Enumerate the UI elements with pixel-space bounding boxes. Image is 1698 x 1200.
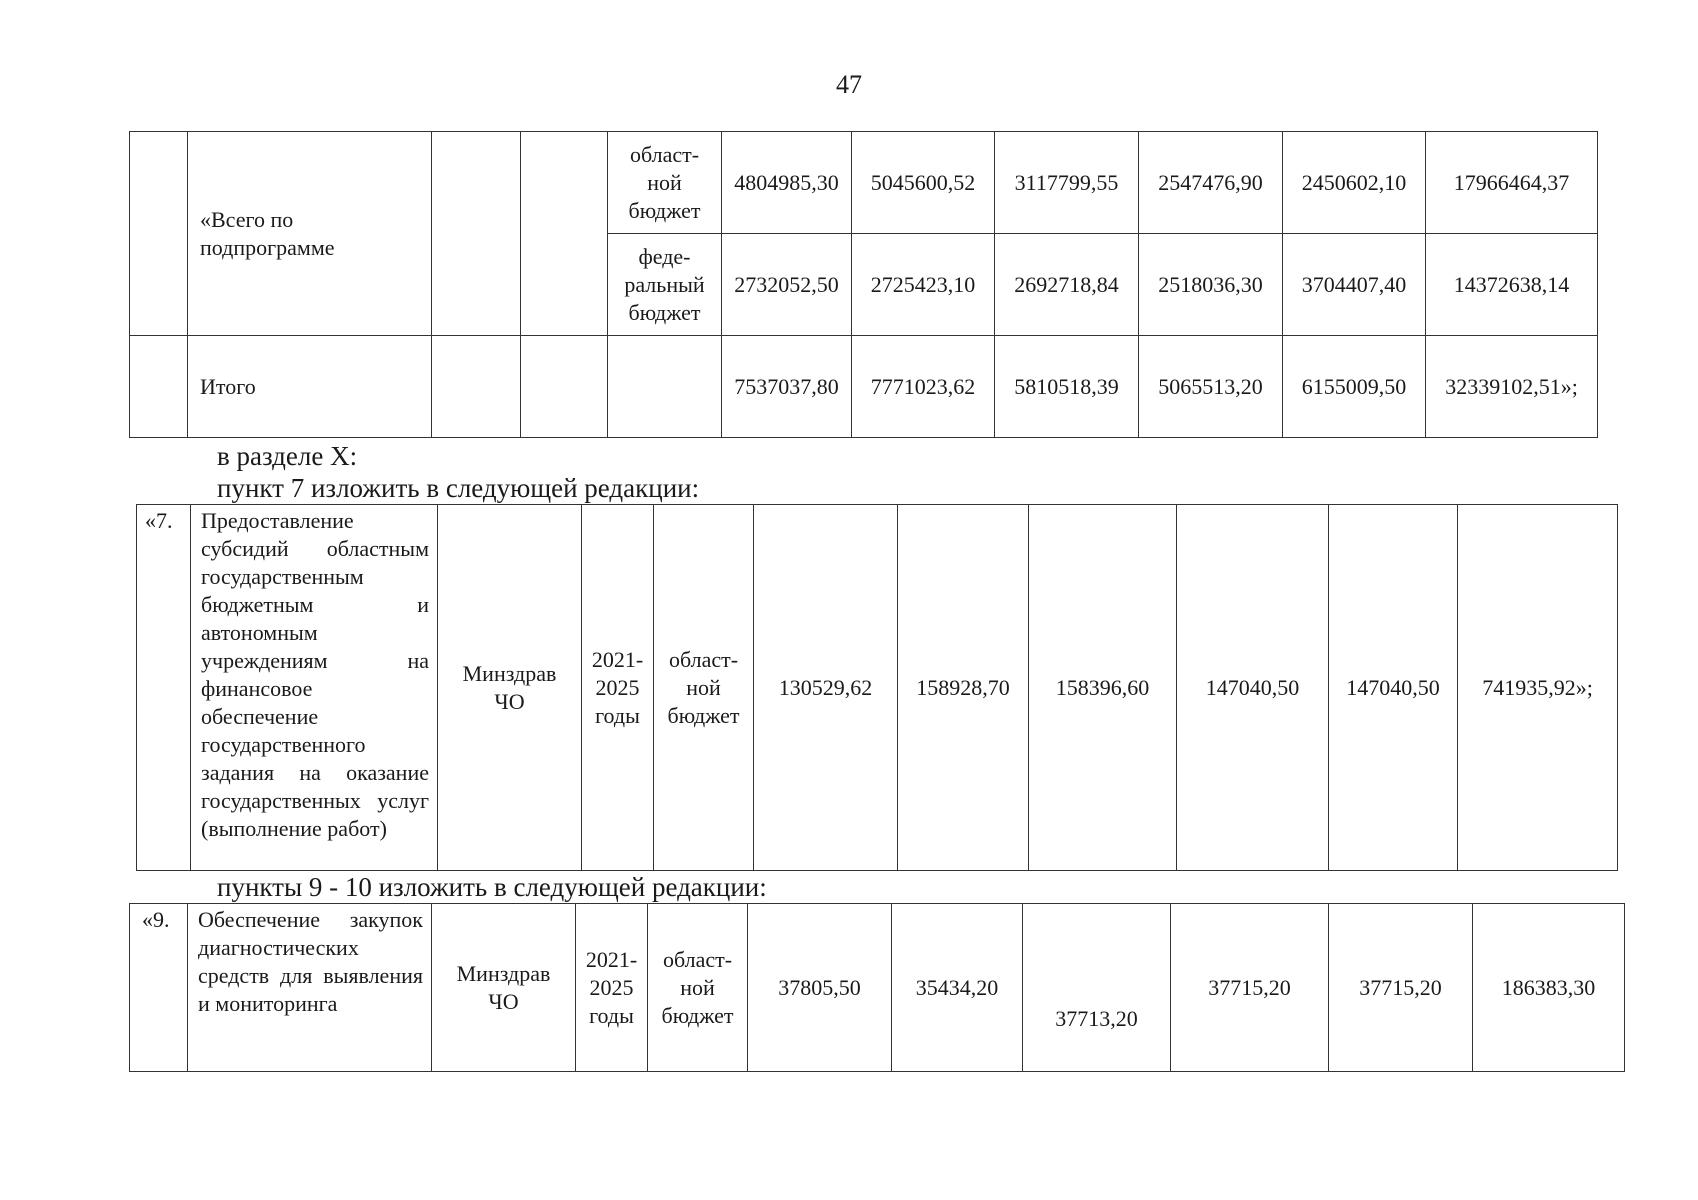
value-cell: 147040,50 <box>1329 505 1458 871</box>
section-note: в разделе X: <box>217 441 358 471</box>
value-cell: 147040,50 <box>1177 505 1329 871</box>
row-label-itogo: Итого <box>188 336 432 438</box>
value-cell: 3117799,55 <box>995 132 1139 234</box>
value-cell: 7537037,80 <box>722 336 852 438</box>
table-row <box>130 132 1598 234</box>
value-cell: 2692718,84 <box>995 234 1139 336</box>
value-cell: 37715,20 <box>1171 904 1329 1072</box>
value-cell: 4804985,30 <box>722 132 852 234</box>
value-cell: 2518036,30 <box>1139 234 1283 336</box>
value-cell: 741935,92»; <box>1458 505 1618 871</box>
value-cell: 158928,70 <box>898 505 1029 871</box>
value-cell: 14372638,14 <box>1426 234 1598 336</box>
value-cell: 2450602,10 <box>1283 132 1426 234</box>
value-cell: 5810518,39 <box>995 336 1139 438</box>
value-cell: 3704407,40 <box>1283 234 1426 336</box>
budget-source: феде- ральный бюджет <box>608 234 722 336</box>
table-row <box>130 904 1625 1072</box>
value-cell: 6155009,50 <box>1283 336 1426 438</box>
executor: Минздрав ЧО <box>432 904 576 1072</box>
executor: Минздрав ЧО <box>438 505 582 871</box>
budget-source: област- ной бюджет <box>648 904 748 1072</box>
item-7-table <box>136 504 1618 871</box>
value-cell: 158396,60 <box>1029 505 1177 871</box>
subprogram-totals-table <box>129 131 1598 438</box>
item-9-table <box>129 903 1625 1072</box>
value-cell: 32339102,51»; <box>1426 336 1598 438</box>
budget-source: област- ной бюджет <box>608 132 722 234</box>
value-cell: 2732052,50 <box>722 234 852 336</box>
value-cell: 2725423,10 <box>852 234 995 336</box>
instruction-note: пункты 9 - 10 изложить в следующей редакции: <box>217 872 767 902</box>
value-cell: 37715,20 <box>1329 904 1473 1072</box>
row-label-total: «Всего по подпрограмме <box>188 132 432 336</box>
value-cell: 5045600,52 <box>852 132 995 234</box>
value-cell: 130529,62 <box>754 505 898 871</box>
value-cell: 186383,30 <box>1473 904 1625 1072</box>
period: 2021- 2025 годы <box>582 505 654 871</box>
value-cell: 37713,20 <box>1023 904 1171 1072</box>
value-cell: 7771023,62 <box>852 336 995 438</box>
budget-source: област- ной бюджет <box>654 505 754 871</box>
value-cell: 17966464,37 <box>1426 132 1598 234</box>
table-row <box>130 336 1598 438</box>
table-row <box>137 505 1618 871</box>
value-cell: 37805,50 <box>748 904 892 1072</box>
period: 2021- 2025 годы <box>576 904 648 1072</box>
instruction-note: пункт 7 изложить в следующей редакции: <box>217 473 700 503</box>
value-cell: 2547476,90 <box>1139 132 1283 234</box>
item-name: Обеспечение закупок диагностических средств для выявления и мониторинга <box>188 904 432 1072</box>
page-number: 47 <box>836 70 862 99</box>
value-cell: 35434,20 <box>892 904 1023 1072</box>
item-number: «7. <box>137 505 191 871</box>
value-cell: 5065513,20 <box>1139 336 1283 438</box>
item-number: «9. <box>130 904 188 1072</box>
item-name: Предоставление субсидий областным государственным бюджетным и автономным учреждениям на финансовое обеспечение государственного задания на оказание государственных услуг (выполнение работ) <box>191 505 438 871</box>
